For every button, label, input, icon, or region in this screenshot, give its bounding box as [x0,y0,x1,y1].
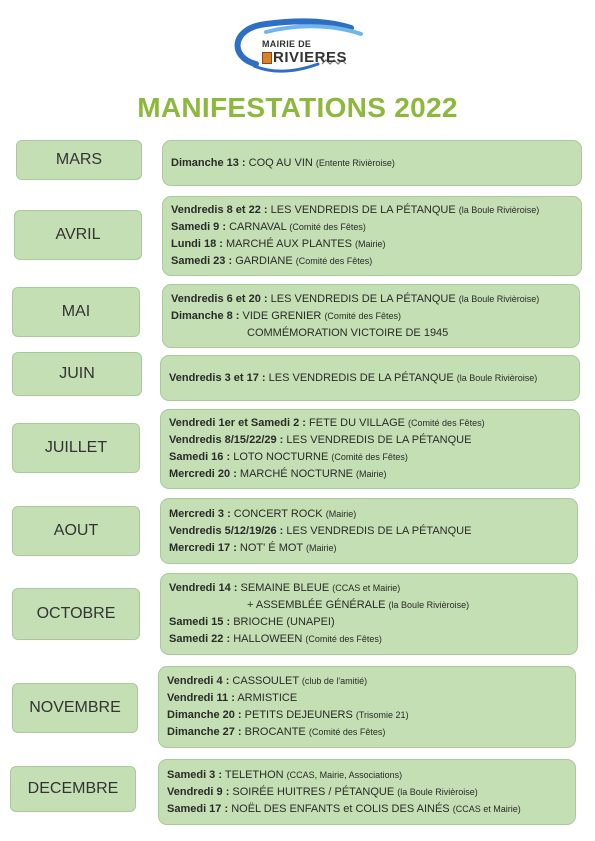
event-line [169,540,569,557]
events-box [160,573,578,655]
event-line [167,707,567,724]
event-organizer: (la Boule Rivièroise) [458,293,540,304]
event-organizer: (Comité des Fêtes) [289,222,366,232]
event-organizer: (la Boule Rivièroise) [456,372,538,383]
event-organizer: (CCAS et Mairie) [452,803,521,814]
events-box [160,409,580,489]
event-date: Mercredi 20 : [169,468,237,480]
event-organizer: (CCAS et Mairie) [332,583,401,593]
page-title: MANIFESTATIONS 2022 [137,92,458,123]
crest-icon [262,52,272,64]
events-box [160,498,578,564]
event-organizer: (Comité des Fêtes) [324,310,401,321]
event-organizer: (Comité des Fêtes) [305,634,382,644]
event-line [169,370,571,387]
events-box [160,355,580,401]
month-label: NOVEMBRE [12,683,138,733]
event-date: Lundi 18 : [171,238,223,250]
event-date: Vendredi 14 : [169,582,238,594]
events-box [162,140,582,186]
mairie-logo [226,14,371,80]
event-title: VIDE GRENIER [239,309,325,322]
event-title: COQ AU VIN [245,156,316,169]
event-date: Dimanche 27 : [167,726,242,738]
event-line [169,506,569,523]
event-date: Samedi 15 : [169,616,231,628]
event-organizer: (Entente Rivièroise) [315,157,395,168]
event-organizer: (la Boule Rivièroise) [458,205,540,215]
event-line [169,597,569,614]
event-title: LES VENDREDIS DE LA PÉTANQUE [265,371,457,384]
event-line [169,580,569,597]
event-line [171,155,573,172]
month-label: AOUT [12,506,140,556]
event-title: COMMÉMORATION VICTOIRE DE 1945 [247,326,449,339]
event-line [167,784,567,801]
event-organizer: (Mairie) [306,542,337,553]
event-title: NOËL DES ENFANTS et COLIS DES AINÉS [228,802,453,815]
event-title: ARMISTICE [234,692,298,704]
event-line [171,236,573,253]
event-date: Vendredi 11 : [167,692,235,704]
event-title: SEMAINE BLEUE [237,582,333,594]
month-label: DECEMBRE [10,766,136,812]
month-label: MAI [12,287,140,337]
event-line [169,432,571,449]
month-label: JUILLET [12,423,140,473]
event-date: Vendredis 8 et 22 : [171,204,268,216]
event-date: Vendredis 5/12/19/26 : [169,524,284,537]
event-line [171,291,571,308]
event-date: Samedi 9 : [171,221,227,233]
event-date: Vendredis 8/15/22/29 : [169,434,284,446]
event-organizer: (Comité des Fêtes) [295,256,373,266]
month-label: JUIN [12,352,142,396]
event-line [171,325,571,342]
event-line [167,673,567,690]
event-line [171,219,573,236]
event-title: CARNAVAL [226,221,290,233]
event-title: + ASSEMBLÉE GÉNÉRALE [247,599,389,611]
event-organizer: (Comité des Fêtes) [308,727,386,737]
event-line [167,690,567,707]
events-box [158,666,576,748]
event-title: CONCERT ROCK [230,507,326,520]
event-line [169,523,569,540]
event-date: Vendredis 3 et 17 : [169,371,266,384]
event-title: MARCHÉ NOCTURNE [236,468,357,480]
event-date: Mercredi 17 : [169,541,237,554]
event-title: BROCANTE [241,726,309,738]
event-organizer: (la Boule Rivièroise) [397,786,478,797]
event-organizer: (CCAS, Mairie, Associations) [286,769,403,780]
event-date: Vendredi 1er et Samedi 2 : [169,417,306,429]
month-label: MARS [16,140,142,180]
event-organizer: (Mairie) [325,508,357,519]
event-title: LES VENDREDIS DE LA PÉTANQUE [283,434,472,446]
events-box [162,196,582,276]
event-date: Mercredi 3 : [169,507,231,520]
event-date: Samedi 17 : [167,802,229,815]
event-line [171,308,571,325]
event-date: Samedi 3 : [167,768,223,781]
event-title: GARDIANE [232,255,296,267]
event-date: Dimanche 8 : [171,309,240,322]
event-date: Vendredi 4 : [167,675,230,687]
events-box [158,759,576,825]
event-line [167,767,567,784]
event-title: LES VENDREDIS DE LA PÉTANQUE [283,524,472,537]
event-line [169,449,571,466]
event-date: Samedi 23 : [171,255,233,267]
event-date: Dimanche 13 : [171,156,246,169]
event-date: Dimanche 20 : [167,709,242,721]
event-organizer: (Comité des Fêtes) [408,418,485,428]
month-label: OCTOBRE [12,588,140,640]
logo-text-main: RIVIERES [273,49,348,66]
month-label: AVRIL [14,210,142,260]
event-organizer: (la Boule Rivièroise) [388,600,470,610]
event-title: MARCHÉ AUX PLANTES [222,238,355,250]
events-box [162,284,580,348]
event-title: LOTO NOCTURNE [230,451,332,463]
event-date: Samedi 16 : [169,451,231,463]
event-organizer: (Trisomie 21) [355,710,409,720]
event-date: Vendredi 9 : [167,785,230,798]
event-line [171,253,573,270]
event-line [169,614,569,631]
event-date: Samedi 22 : [169,633,231,645]
event-line [167,801,567,818]
event-title: LES VENDREDIS DE LA PÉTANQUE [267,204,459,216]
event-title: HALLOWEEN [230,633,306,645]
event-organizer: (Mairie) [356,469,387,479]
event-organizer: (club de l'amitié) [301,676,368,686]
event-line [169,415,571,432]
event-line [167,724,567,741]
event-title: BRIOCHE (UNAPEI) [230,616,335,628]
event-organizer: (Mairie) [355,239,386,249]
event-title: FETE DU VILLAGE [305,417,409,429]
event-title: PETITS DEJEUNERS [241,709,356,721]
event-date: Vendredis 6 et 20 : [171,292,268,305]
event-line [169,631,569,648]
event-title: TELETHON [222,768,287,781]
event-line [171,202,573,219]
event-line [169,466,571,483]
logo-text-top: MAIRIE DE [262,39,312,49]
event-organizer: (Comité des Fêtes) [331,452,408,462]
event-title: SOIRÉE HUITRES / PÉTANQUE [229,785,398,798]
event-title: CASSOULET [229,675,302,687]
event-title: LES VENDREDIS DE LA PÉTANQUE [267,292,459,305]
event-title: NOT' É MOT [236,541,306,554]
